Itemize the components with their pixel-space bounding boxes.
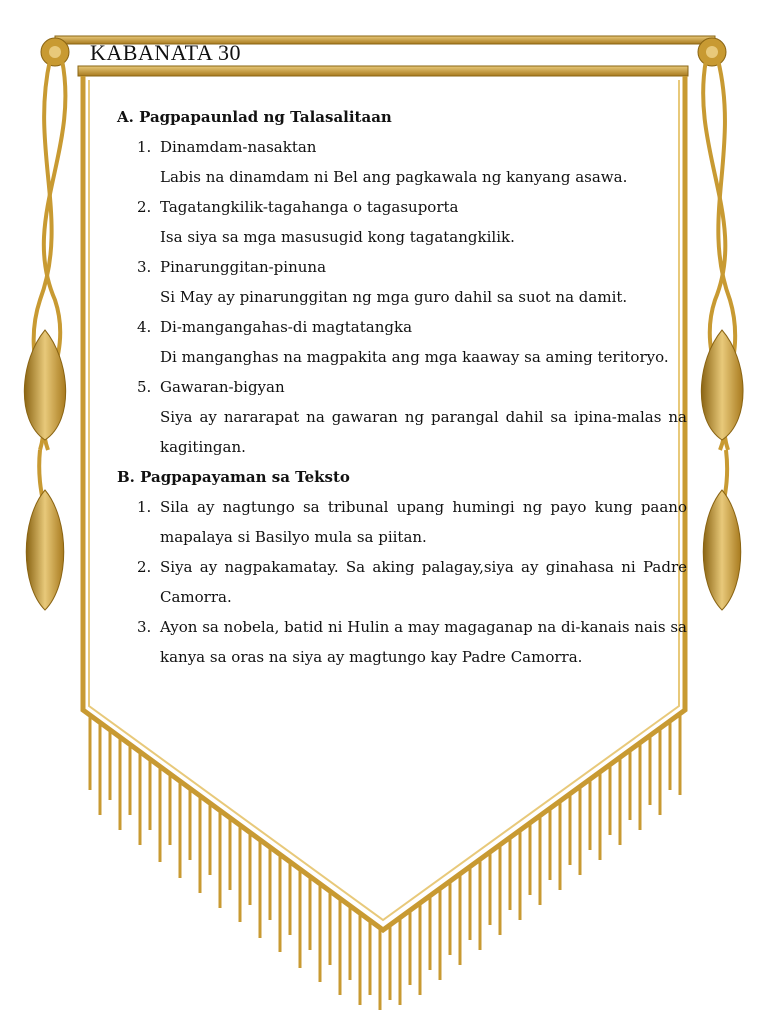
item-example: Isa siya sa mga masusugid kong tagatangkilik. <box>160 228 515 246</box>
tassel-left-2 <box>26 490 64 610</box>
page-title: KABANATA 30 <box>90 40 242 65</box>
item-number: 3. <box>137 258 152 276</box>
item-term: Di-mangangahas-di magtatangka <box>160 318 413 336</box>
content-area <box>117 102 687 672</box>
list-item <box>117 552 687 612</box>
list-item <box>117 612 687 672</box>
answers-list <box>117 492 687 672</box>
item-term: Tagatangkilik-tagahanga o tagasuporta <box>160 198 459 216</box>
tassel-right-2 <box>703 490 741 610</box>
list-item <box>117 372 687 462</box>
item-term: Dinamdam-nasaktan <box>160 138 317 156</box>
vocabulary-list <box>117 132 687 462</box>
list-item <box>117 252 687 312</box>
fringe-icon <box>90 713 680 1010</box>
answer-text: Siya ay nagpakamatay. Sa aking palagay,siya ay ginahasa ni Padre Camorra. <box>160 558 687 606</box>
list-item <box>117 192 687 252</box>
rope-tassel-left-icon <box>34 60 66 560</box>
item-example: Si May ay pinarunggitan ng mga guro dahil sa suot na damit. <box>160 288 628 306</box>
item-term: Gawaran-bigyan <box>160 378 285 396</box>
rope-tassel-right-icon <box>703 60 735 560</box>
answer-text: Ayon sa nobela, batid ni Hulin a may magaganap na di-kanais nais sa kanya sa oras na siya ay magtungo kay Padre Camorra. <box>160 618 687 666</box>
list-item <box>117 492 687 552</box>
item-number: 4. <box>137 318 152 336</box>
item-number: 1. <box>137 498 152 516</box>
answer-text: Sila ay nagtungo sa tribunal upang humingi ng payo kung paano mapalaya si Basilyo mula sa piitan. <box>160 498 687 546</box>
list-item <box>117 132 687 192</box>
item-example: Di manganghas na magpakita ang mga kaaway sa aming teritoryo. <box>160 348 669 366</box>
item-term: Pinarunggitan-pinuna <box>160 258 327 276</box>
item-number: 1. <box>137 138 152 156</box>
tassel-right-1 <box>701 330 743 440</box>
item-number: 2. <box>137 558 152 576</box>
section-b-heading: B. Pagpapayaman sa Teksto <box>117 468 350 486</box>
section-a-heading: A. Pagpapaunlad ng Talasalitaan <box>117 108 392 126</box>
item-number: 3. <box>137 618 152 636</box>
item-number: 2. <box>137 198 152 216</box>
item-example: Siya ay nararapat na gawaran ng parangal dahil sa ipina-malas na kagitingan. <box>160 408 687 456</box>
item-example: Labis na dinamdam ni Bel ang pagkawala ng kanyang asawa. <box>160 168 628 186</box>
item-number: 5. <box>137 378 152 396</box>
list-item <box>117 312 687 372</box>
